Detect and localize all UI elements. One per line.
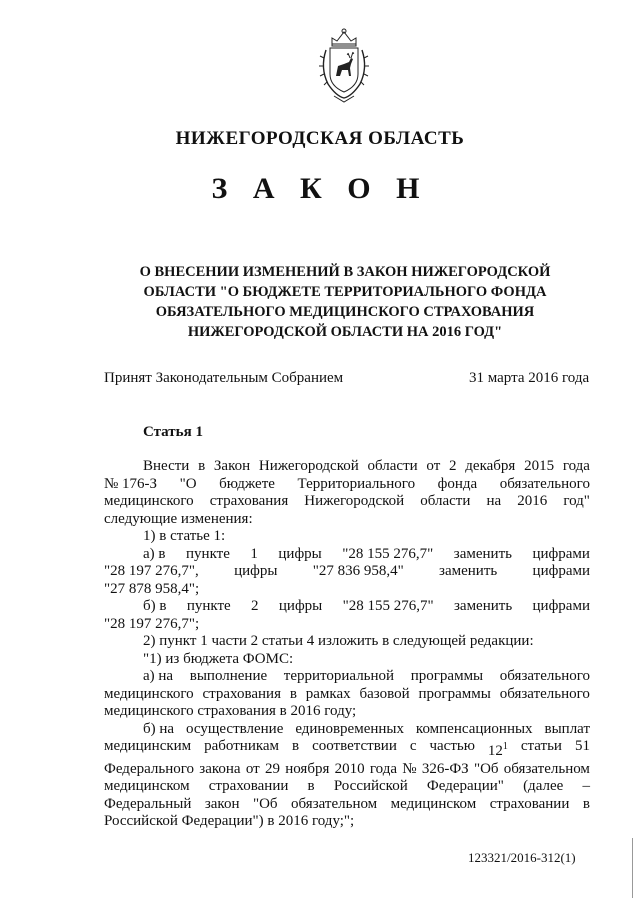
word: Федеральный (104, 795, 192, 812)
word: – (582, 778, 590, 794)
word: цифры (278, 545, 322, 562)
word: на (486, 493, 502, 509)
word: декабря (465, 458, 516, 474)
word: года (562, 458, 590, 474)
law-title (120, 262, 570, 342)
word: программы (418, 685, 491, 702)
word: работникам (204, 738, 280, 754)
word: медицинском (390, 795, 477, 812)
word: страховании (208, 778, 289, 794)
word: программы (410, 668, 484, 684)
word: фонда (437, 475, 478, 492)
word: в (289, 685, 297, 702)
text-line (104, 796, 590, 814)
word: статьи (520, 738, 562, 754)
word: с (409, 738, 417, 754)
word: Нижегородской (258, 458, 359, 474)
word: рамках (305, 685, 351, 702)
word: Закон (213, 458, 251, 474)
word: 1 (250, 545, 258, 562)
word: (далее (523, 778, 564, 794)
word: выполнение (189, 668, 268, 684)
text-line: "1) из бюджета ФОМС: (143, 650, 294, 667)
word: 2 (449, 458, 457, 474)
word: Нижегородской (304, 493, 405, 509)
text-line (104, 493, 590, 511)
word: заменить (453, 598, 513, 614)
word: цифры (278, 598, 323, 614)
word: пункте (186, 545, 230, 562)
word: Территориального (297, 475, 416, 492)
word: территориальной (283, 668, 395, 684)
word: № 176-З (104, 475, 158, 492)
text-line: "27 878 958,4"; (104, 580, 200, 597)
word: страхования (209, 493, 289, 509)
word: обязательном (503, 760, 590, 777)
text-line: "28 197 276,7"; (104, 615, 200, 632)
region-title: НИЖЕГОРОДСКАЯ ОБЛАСТЬ (175, 128, 465, 149)
word: цифрами (532, 545, 590, 562)
word: заменить (453, 545, 512, 562)
article-heading: Статья 1 (143, 424, 203, 440)
word: базовой (359, 685, 410, 702)
word: медицинском (104, 778, 190, 794)
article-body (104, 458, 590, 831)
word: цифры (234, 563, 278, 579)
adoption-date: 31 марта 2016 года (469, 370, 590, 386)
text-line (104, 761, 590, 779)
word: обязательного (499, 475, 590, 492)
word: 29 (264, 760, 280, 777)
word: Внести (143, 458, 190, 474)
superscript: 1 (502, 741, 508, 752)
word: частью (429, 738, 475, 754)
word: "28 155 276,7" (342, 545, 434, 562)
word: "Об (473, 760, 499, 777)
word: в (292, 738, 300, 754)
law-title-line: О ВНЕСЕНИИ ИЗМЕНЕНИЙ В ЗАКОН НИЖЕГОРОДСКОЙ (139, 264, 551, 280)
word: в (582, 795, 590, 812)
text-line (104, 476, 590, 494)
word: закона (199, 760, 241, 777)
document-registration-code: 123321/2016-312(1) (468, 850, 576, 865)
text-line (104, 546, 590, 564)
word: Российской (333, 778, 408, 794)
word: "28 155 276,7" (342, 598, 434, 614)
word: 326-ФЗ (421, 760, 469, 777)
text-line: Российской Федерации") в 2016 году;"; (104, 813, 355, 829)
word: цифрами (532, 563, 590, 579)
word: заменить (439, 563, 498, 579)
word: области (367, 458, 418, 474)
text-line: следующие изменения: (104, 510, 253, 527)
word: 2016 (517, 493, 548, 509)
word: $12^1$ (487, 741, 508, 759)
word: пункте (186, 598, 231, 614)
word: "О (179, 475, 197, 492)
word: области (420, 493, 471, 509)
word: б) в (143, 598, 167, 614)
word: обязательном (291, 795, 378, 812)
word: ноября (285, 760, 330, 777)
word: медицинского (104, 685, 194, 702)
word: медицинским (104, 738, 192, 754)
text-line (104, 458, 590, 476)
text-line (104, 778, 590, 796)
text-line: 1) в статье 1: (143, 528, 226, 544)
law-title-line: ОБЯЗАТЕЛЬНОГО МЕДИЦИНСКОГО СТРАХОВАНИЯ (155, 304, 535, 320)
word: 2010 (334, 760, 365, 777)
word: от (426, 458, 441, 474)
word: выплат (544, 720, 590, 737)
word: Федерации" (426, 778, 504, 794)
word: "Об (252, 795, 278, 812)
word: соответствии (312, 738, 397, 754)
scan-edge-line (632, 838, 633, 898)
word: закон (204, 795, 240, 812)
law-title-line: ОБЛАСТИ "О БЮДЖЕТЕ ТЕРРИТОРИАЛЬНОГО ФОНДА (143, 284, 547, 300)
word: а) в (143, 545, 166, 562)
text-line (104, 721, 590, 739)
document-type-title: З А К О Н (211, 172, 429, 205)
word: обязательного (499, 668, 590, 684)
word: б) на (143, 720, 175, 737)
word: в (307, 778, 315, 794)
word: год" (563, 493, 590, 509)
text-line (104, 563, 590, 581)
word: 2015 (524, 458, 555, 474)
word: года (369, 760, 398, 777)
word: страховании (489, 795, 570, 812)
text-line: 2) пункт 1 части 2 статьи 4 изложить в следующей редакции: (143, 633, 534, 649)
word: бюджете (219, 475, 275, 492)
word: осуществление (186, 720, 284, 737)
adoption-authority: Принят Законодательным Собранием (104, 370, 344, 386)
text-line (104, 738, 590, 761)
word: "27 836 958,4" (312, 563, 404, 579)
text-line: медицинского страхования в 2016 году; (104, 703, 357, 719)
word: компенсационных (415, 720, 533, 737)
text-line (104, 598, 590, 616)
word: "28 197 276,7", (104, 563, 199, 579)
word: от (245, 760, 260, 777)
word: 2 (251, 598, 259, 614)
text-line (104, 668, 590, 686)
word: в (198, 458, 206, 474)
text-line (104, 686, 590, 704)
word: обязательного (499, 685, 590, 702)
word: цифрами (532, 598, 590, 614)
word: а) на (143, 668, 174, 684)
word: единовременных (295, 720, 404, 737)
word: Федерального (104, 760, 195, 777)
law-title-line: НИЖЕГОРОДСКОЙ ОБЛАСТИ НА 2016 ГОД" (187, 324, 503, 340)
word: страхования (202, 685, 281, 702)
word: № (402, 760, 417, 777)
coat-of-arms-icon (318, 28, 370, 104)
word: 51 (574, 738, 590, 754)
word: медицинского (104, 493, 194, 509)
